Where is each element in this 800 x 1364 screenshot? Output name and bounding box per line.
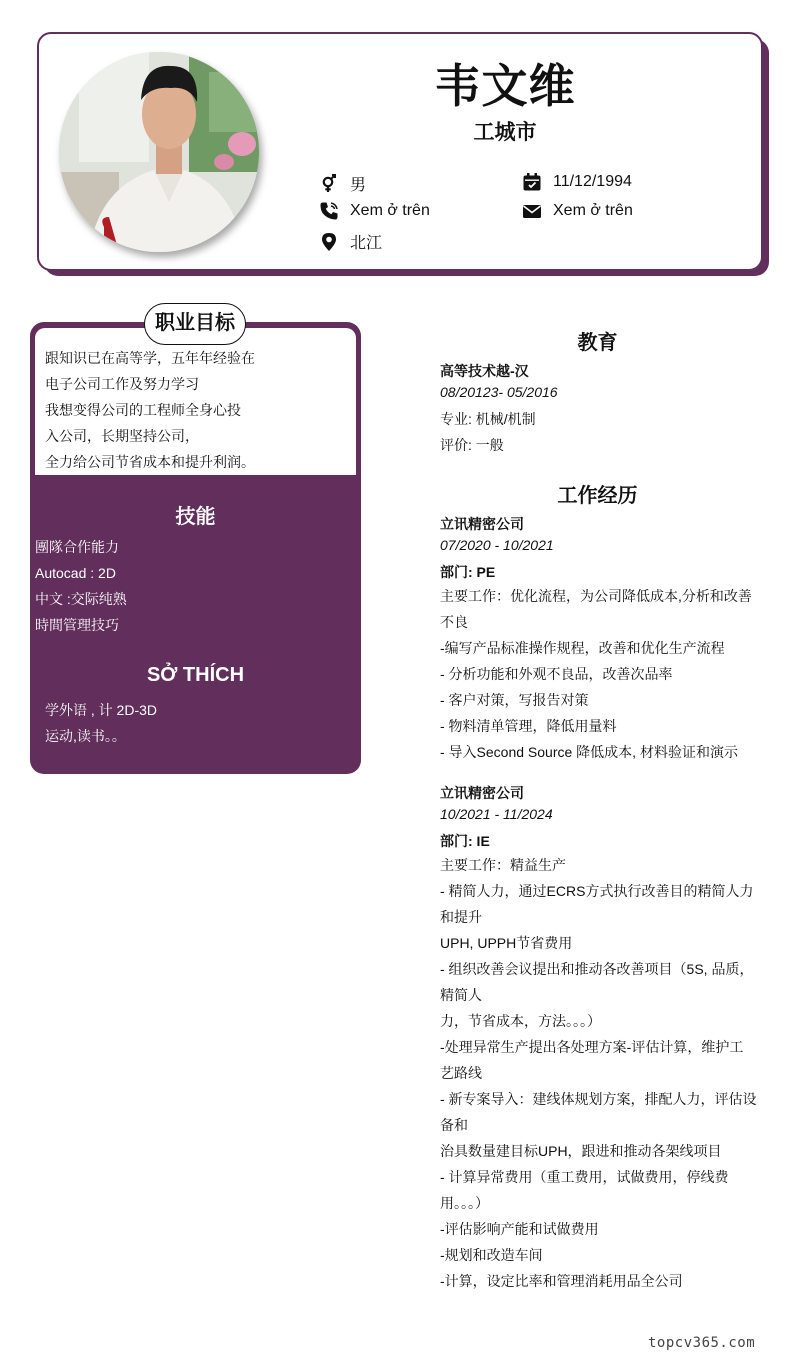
job-company: 立讯精密公司 xyxy=(440,516,524,532)
experience-heading: 工作经历 xyxy=(557,485,638,507)
job-line: - 分析功能和外观不良品，改善次品率 xyxy=(440,666,673,682)
job-line: 主要工作：精益生产 xyxy=(440,857,566,873)
phone-icon xyxy=(319,201,339,221)
birthdate-info xyxy=(522,172,632,192)
email-value: Xem ở trên xyxy=(553,202,633,219)
location-icon xyxy=(319,232,339,252)
gender-icon xyxy=(319,174,339,194)
job-line: - 导入Second Source 降低成本, 材料验证和演示 xyxy=(440,744,738,760)
job-description xyxy=(440,852,758,1294)
objective-line: 跟知识已在高等学，五年年经验在 xyxy=(45,350,255,366)
gender-value: 男 xyxy=(350,177,367,194)
email-icon xyxy=(522,201,542,221)
job-line: 艺路线 xyxy=(440,1065,482,1081)
education-school: 高等技术越-汉 xyxy=(440,363,529,379)
objective-text xyxy=(45,345,350,475)
job-line: -规划和改造车间 xyxy=(440,1247,543,1263)
objective-line: 我想变得公司的工程师全身心投 xyxy=(45,402,241,418)
job-line: 用。。。） xyxy=(440,1195,489,1211)
objective-heading: 职业目标 xyxy=(144,303,246,345)
job-line: - 物料清单管理，降低用量料 xyxy=(440,718,617,734)
job-line: - 精简人力，通过ECRS方式执行改善目的精简人力 xyxy=(440,883,754,899)
job-line: - 组织改善会议提出和推动各改善项目（5S, 品质， xyxy=(440,961,754,977)
job-period: 07/2020 - 10/2021 xyxy=(440,537,554,553)
calendar-icon xyxy=(522,172,542,192)
objective-line: 电子公司工作及努力学习 xyxy=(45,376,199,392)
skills-heading: 技能 xyxy=(175,506,216,528)
skills-list xyxy=(35,534,127,638)
candidate-name: 韦文维 xyxy=(434,60,576,112)
job-line: -计算，设定比率和管理消耗用品全公司 xyxy=(440,1273,683,1289)
job-line: 不良 xyxy=(440,614,468,630)
education-heading: 教育 xyxy=(577,332,618,354)
job-line: -编写产品标准操作规程，改善和优化生产流程 xyxy=(440,640,725,656)
job-period: 10/2021 - 11/2024 xyxy=(440,806,553,822)
hobby-item: 学外语 , 计 2D-3D xyxy=(45,702,158,718)
job-line: - 客户对策，写报告对策 xyxy=(440,692,589,708)
job-line: - 计算异常费用（重工费用，试做费用，停线费 xyxy=(440,1169,729,1185)
phone-info xyxy=(319,201,430,221)
job-line: 治具数量建目标UPH，跟进和推动各架线项目 xyxy=(440,1143,722,1159)
objective-line: 全力给公司节省成本和提升利润。 xyxy=(45,454,255,470)
job-line: 力，节省成本，方法。。。） xyxy=(440,1013,601,1029)
job-description xyxy=(440,583,758,765)
footer-watermark: topcv365.com xyxy=(648,1335,756,1351)
objective-line: 入公司，长期坚持公司， xyxy=(45,428,199,444)
job-line: -处理异常生产提出各处理方案-评估计算，维护工 xyxy=(440,1039,744,1055)
address-value: 北江 xyxy=(350,235,383,252)
hobby-item: 运动,读书。。 xyxy=(45,728,126,744)
skill-item: 中文 :交际纯熟 xyxy=(35,591,127,607)
job-line: 主要工作：优化流程，为公司降低成本,分析和改善 xyxy=(440,588,752,604)
job-line: UPH, UPPH节省费用 xyxy=(440,935,573,951)
job-line: -评估影响产能和试做费用 xyxy=(440,1221,599,1237)
job-line: 备和 xyxy=(440,1117,468,1133)
skill-item: 團隊合作能力 xyxy=(35,539,119,555)
hobbies-heading: SỞ THÍCH xyxy=(146,664,245,686)
email-info xyxy=(522,201,633,221)
job-line: - 新专案导入：建线体规划方案，排配人力，评估设 xyxy=(440,1091,757,1107)
education-rating: 评价: 一般 xyxy=(440,437,504,453)
education-major: 专业: 机械/机制 xyxy=(440,411,536,427)
gender-info xyxy=(319,172,366,195)
birthdate-value: 11/12/1994 xyxy=(553,173,632,190)
job-company: 立讯精密公司 xyxy=(440,785,524,801)
address-info xyxy=(319,230,382,253)
skill-item: 時間管理技巧 xyxy=(35,617,119,633)
phone-value: Xem ở trên xyxy=(350,202,430,219)
job-department: 部门: PE xyxy=(440,564,496,580)
avatar xyxy=(59,52,259,252)
job-line: 精简人 xyxy=(440,987,482,1003)
job-department: 部门: IE xyxy=(440,833,490,849)
skill-item: Autocad : 2D xyxy=(35,565,116,581)
job-line: 和提升 xyxy=(440,909,482,925)
education-period: 08/20123- 05/2016 xyxy=(440,384,558,400)
candidate-city: 工城市 xyxy=(473,121,537,144)
hobbies-list xyxy=(45,697,157,749)
